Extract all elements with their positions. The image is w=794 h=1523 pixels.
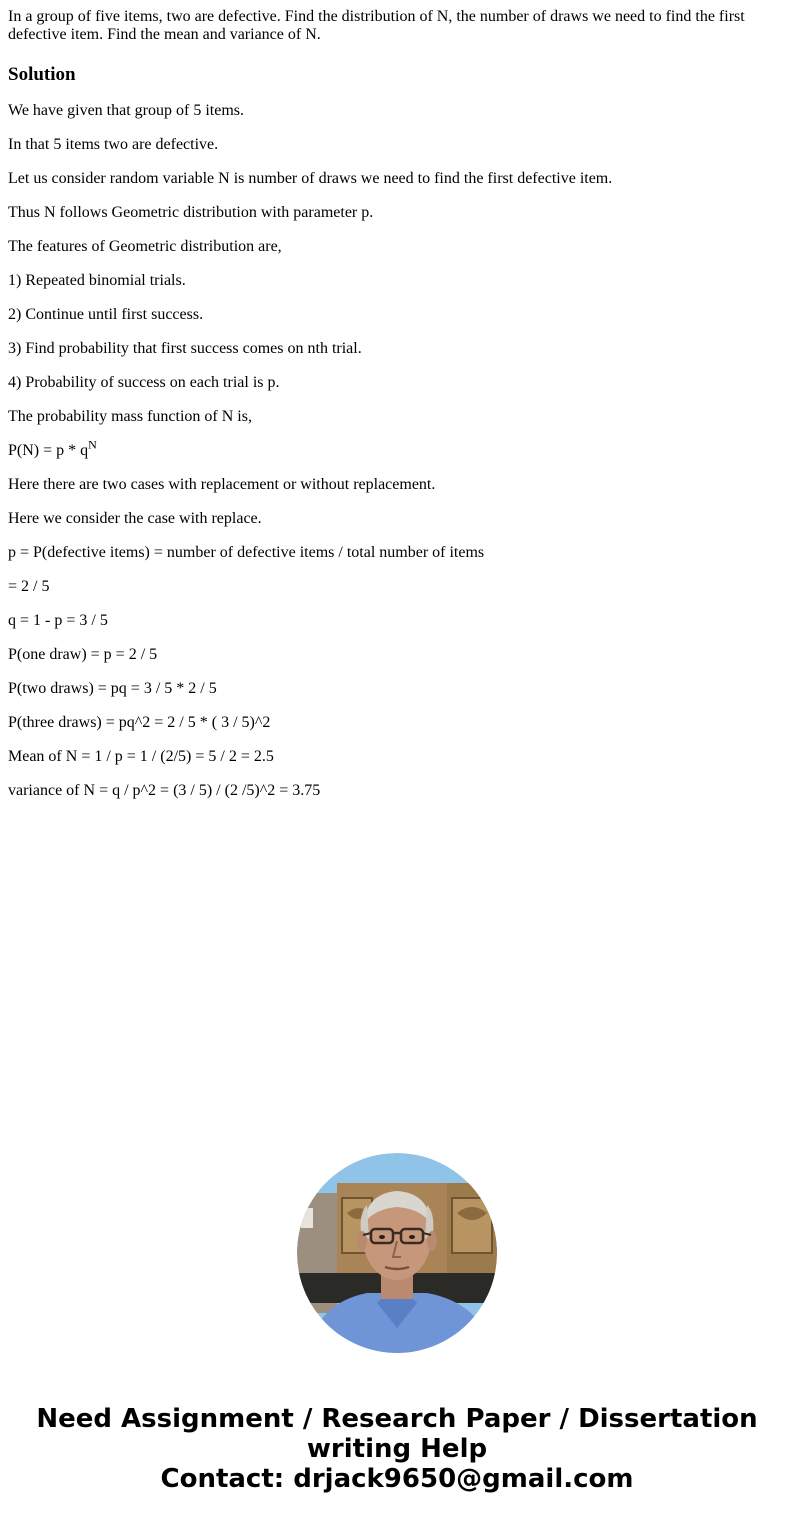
author-avatar (297, 1153, 497, 1353)
solution-line: We have given that group of 5 items. (8, 102, 244, 119)
author-photo-icon (297, 1153, 497, 1353)
solution-line: Thus N follows Geometric distribution with parameter p. (8, 204, 374, 221)
question-text: In a group of five items, two are defective. Find the distribution of N, the number of draws we need to find the first defective item. Find the mean and variance of N. (8, 8, 745, 43)
solution-line: The features of Geometric distribution are, (8, 238, 282, 255)
footer-contact: Contact: drjack9650@gmail.com (160, 1464, 634, 1494)
pmf-exponent: N (88, 437, 97, 452)
solution-line: The probability mass function of N is, (8, 408, 252, 425)
pmf-base: P(N) = p * q (8, 442, 89, 459)
solution-heading: Solution (8, 64, 76, 85)
solution-line: In that 5 items two are defective. (8, 136, 219, 153)
solution-line: q = 1 - p = 3 / 5 (8, 612, 108, 629)
solution-line: P(two draws) = pq = 3 / 5 * 2 / 5 (8, 680, 217, 697)
solution-body (8, 102, 778, 800)
solution-line: = 2 / 5 (8, 578, 50, 595)
footer-line: writing Help (306, 1434, 488, 1464)
solution-line: P(one draw) = p = 2 / 5 (8, 646, 158, 663)
solution-line: Let us consider random variable N is number of draws we need to find the first defective item. (8, 170, 613, 187)
solution-line: 2) Continue until first success. (8, 306, 204, 323)
pmf-formula (8, 437, 778, 460)
solution-line: Mean of N = 1 / p = 1 / (2/5) = 5 / 2 = 2.5 (8, 748, 274, 765)
solution-line: P(three draws) = pq^2 = 2 / 5 * ( 3 / 5)^2 (8, 714, 271, 731)
solution-line: Here we consider the case with replace. (8, 510, 262, 527)
solution-line: 1) Repeated binomial trials. (8, 272, 186, 289)
solution-line: Here there are two cases with replacement or without replacement. (8, 476, 436, 493)
solution-line: 4) Probability of success on each trial is p. (8, 374, 280, 391)
solution-line: p = P(defective items) = number of defective items / total number of items (8, 544, 485, 561)
document-body (8, 8, 778, 800)
footer-promo (0, 1404, 794, 1494)
solution-line: 3) Find probability that first success comes on nth trial. (8, 340, 362, 357)
solution-line: variance of N = q / p^2 = (3 / 5) / (2 /5)^2 = 3.75 (8, 782, 321, 799)
footer-line: Need Assignment / Research Paper / Dissertation (36, 1404, 758, 1434)
